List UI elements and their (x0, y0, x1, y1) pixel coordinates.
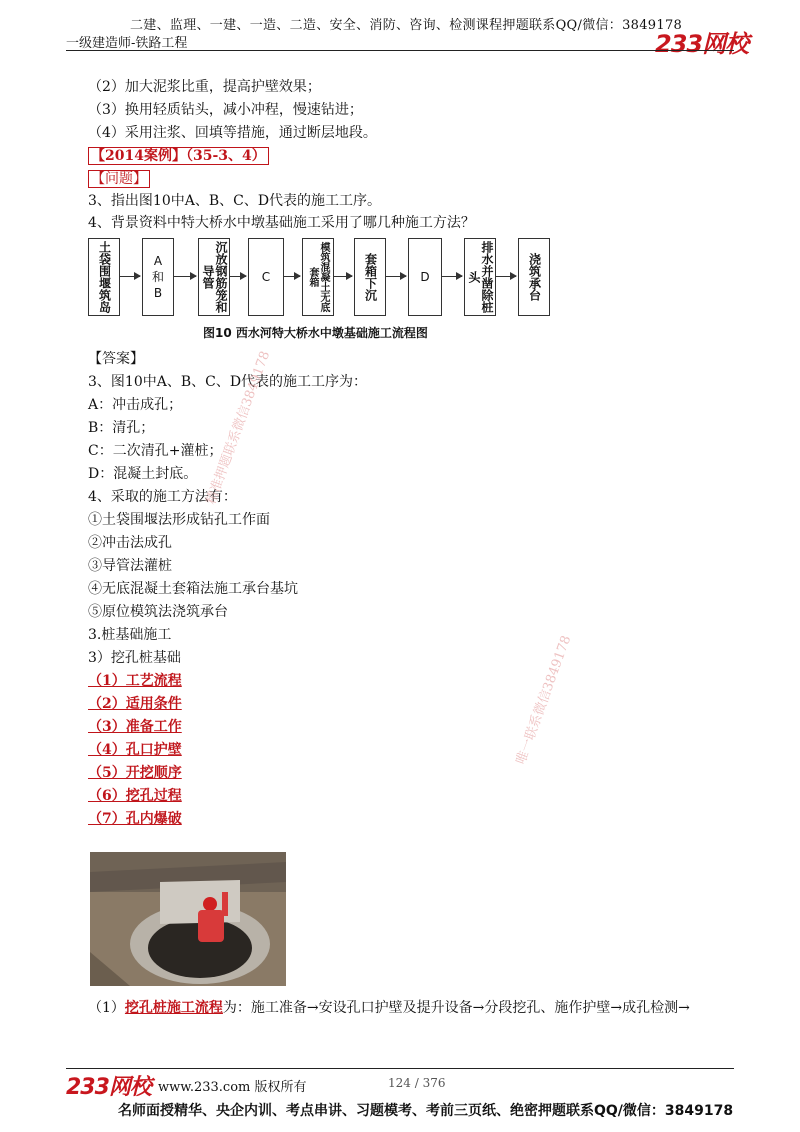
flow-box-ab (142, 238, 174, 316)
text-line: ③导管法灌桩 (88, 558, 172, 574)
text-line: ④无底混凝土套箱法施工承台基坑 (88, 581, 298, 597)
flow-arrow (334, 276, 352, 277)
text-line: ②冲击法成孔 (88, 535, 172, 551)
question-tag-label: 【问题】 (88, 170, 150, 188)
section-heading: 3.桩基础施工 (88, 627, 172, 643)
flow-arrow (386, 276, 406, 277)
text-line: B：清孔； (88, 420, 155, 436)
flow-arrow (120, 276, 140, 277)
text-line: 4、采取的施工方法有： (88, 489, 237, 505)
flow-box: 沉放钢筋笼和导管 (198, 238, 230, 316)
footer-divider (66, 1068, 734, 1069)
worker-arm (222, 892, 228, 916)
worker-body (198, 910, 224, 942)
flow-box-label: A和B (151, 254, 164, 300)
link-conditions[interactable]: （2）适用条件 (88, 696, 182, 712)
footer-site[interactable]: www.233.com 版权所有 (158, 1080, 307, 1095)
process-prefix: （1） (88, 1000, 125, 1016)
question-3: 3、指出图10中A、B、C、D代表的施工工序。 (88, 193, 382, 209)
dug-pile-photo (90, 852, 286, 986)
question-4: 4、背景资料中特大桥水中墩基础施工采用了哪几种施工方法？ (88, 215, 475, 231)
case-tag (88, 146, 269, 166)
footer-contact-line: 名师面授精华、央企内训、考点串讲、习题模考、考前三页纸、绝密押题联系QQ/微信：3849178 (118, 1103, 734, 1119)
text-line: （2）加大泥浆比重，提高护壁效果； (88, 79, 321, 95)
link-dug-pile-process[interactable]: 挖孔桩施工流程 (124, 1000, 223, 1016)
link-wall-protection[interactable]: （4）孔口护壁 (88, 742, 182, 758)
text-line: 3、图10中A、B、C、D代表的施工工序为： (88, 374, 368, 390)
worker-helmet (203, 897, 217, 911)
text-line: （3）换用轻质钻头，减小冲程，慢速钻进； (88, 102, 363, 118)
page-number: 124 / 376 (388, 1076, 446, 1090)
flow-box: 浇筑承台 (518, 238, 550, 316)
process-text: 为：施工准备→安设孔口护壁及提升设备→分段挖孔、施作护壁→成孔检测→ (222, 1000, 690, 1016)
question-tag (88, 169, 150, 189)
flow-box: D (408, 238, 442, 316)
answer-tag: 【答案】 (88, 351, 144, 367)
header-divider (66, 50, 734, 51)
header-subtitle: 一级建造师-铁路工程 (66, 36, 188, 51)
header-contact-line: 二建、监理、一建、一造、二造、安全、消防、咨询、检测课程押题联系QQ/微信：3849178 (130, 18, 683, 33)
case-tag-label: 【2014案例】（35-3、4） (88, 147, 269, 165)
flow-box: 排水并凿除桩头 (464, 238, 496, 316)
process-line (88, 998, 690, 1018)
text-line: C：二次清孔+灌桩； (88, 443, 223, 459)
watermark: 精准押题联系微信3849178 (203, 349, 274, 507)
flow-arrow (284, 276, 300, 277)
link-blasting[interactable]: （7）孔内爆破 (88, 811, 182, 827)
link-excavation-order[interactable]: （5）开挖顺序 (88, 765, 182, 781)
link-preparation[interactable]: （3）准备工作 (88, 719, 182, 735)
section-subheading: 3）挖孔桩基础 (88, 650, 181, 666)
flowchart (88, 238, 548, 338)
text-line: A：冲击成孔； (88, 397, 183, 413)
flow-box: 土袋围堰筑岛 (88, 238, 120, 316)
text-line: ⑤原位模筑法浇筑承台 (88, 604, 228, 620)
text-line: D：混凝土封底。 (88, 466, 198, 482)
flowchart-caption: 图10 西水河特大桥水中墩基础施工流程图 (203, 326, 428, 340)
flow-arrow (496, 276, 516, 277)
header-logo: 233网校 (655, 30, 749, 58)
watermark: 唯一联系微信3849178 (513, 633, 575, 767)
flow-box: 套箱下沉 (354, 238, 386, 316)
flow-arrow (174, 276, 196, 277)
flow-arrow (442, 276, 462, 277)
footer-logo: 233网校 (66, 1075, 151, 1100)
link-process[interactable]: （1）工艺流程 (88, 673, 182, 689)
text-line: （4）采用注浆、回填等措施，通过断层地段。 (88, 125, 377, 141)
flow-box: 模筑混凝土无底套箱 (302, 238, 334, 316)
flow-box: C (248, 238, 284, 316)
link-excavation-process[interactable]: （6）挖孔过程 (88, 788, 182, 804)
photo-illustration (90, 852, 286, 986)
flow-arrow (230, 276, 246, 277)
text-line: ①土袋围堰法形成钻孔工作面 (88, 512, 270, 528)
